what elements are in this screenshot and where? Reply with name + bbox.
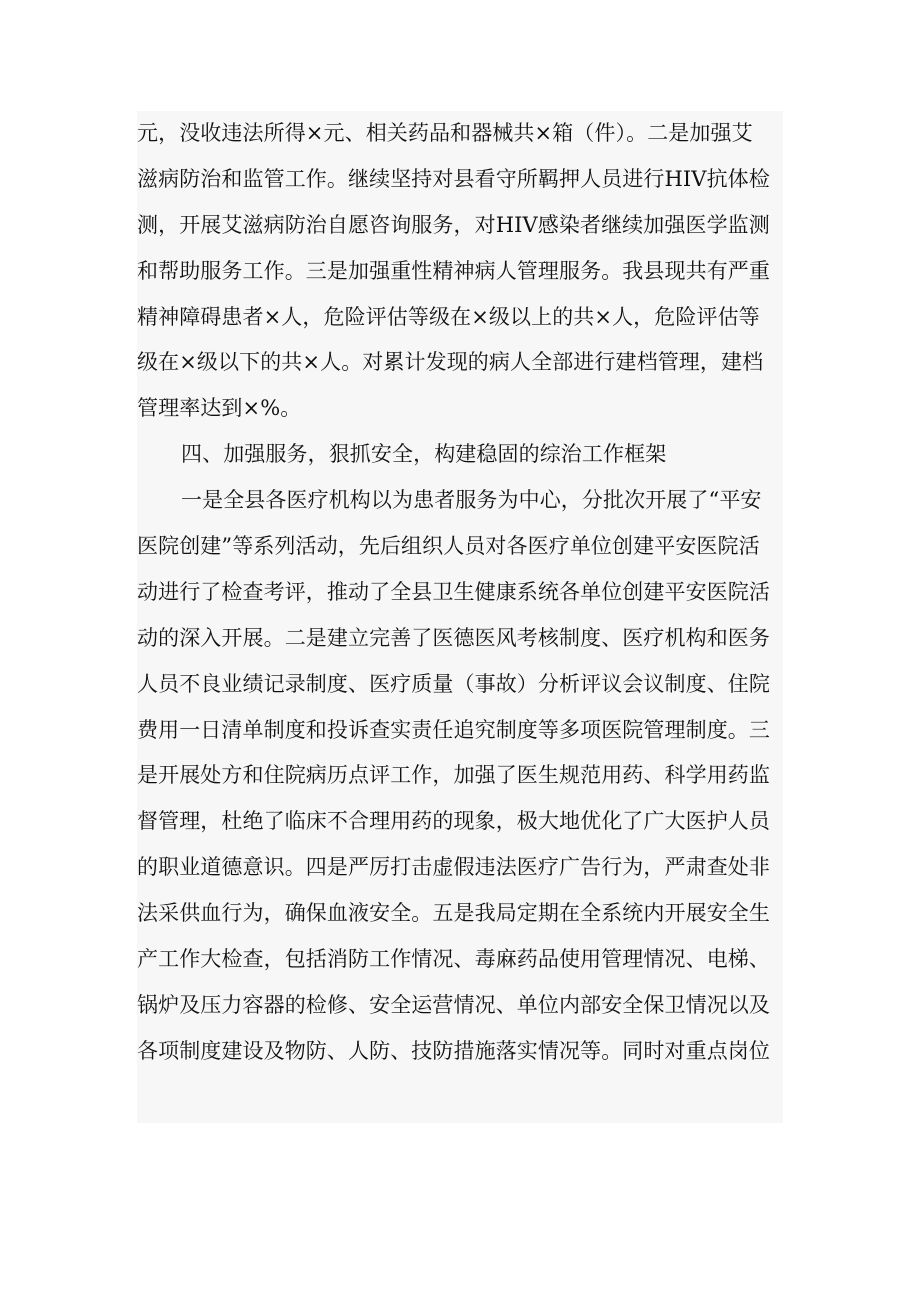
section-heading: 四、加强服务，狠抓安全，构建稳固的综治工作框架 xyxy=(181,442,667,467)
paragraph-line: 和帮助服务工作。三是加强重性精神病人管理服务。我县现共有严重 xyxy=(137,258,770,283)
paragraph-line: 督管理，杜绝了临床不合理用药的现象，极大地优化了广大医护人员 xyxy=(137,809,770,834)
paragraph-line: 各项制度建设及物防、人防、技防措施落实情况等。同时对重点岗位 xyxy=(137,1038,770,1063)
paragraph-line: 是开展处方和住院病历点评工作，加强了医生规范用药、科学用药监 xyxy=(137,763,770,788)
paragraph-line: 医院创建”等系列活动，先后组织人员对各医疗单位创建平安医院活 xyxy=(137,534,760,559)
paragraph-line: 法采供血行为，确保血液安全。五是我局定期在全系统内开展安全生 xyxy=(137,901,770,926)
paragraph-line: 动进行了检查考评，推动了全县卫生健康系统各单位创建平安医院活 xyxy=(137,579,770,604)
paragraph-line: 费用一日清单制度和投诉查实责任追究制度等多项医院管理制度。三 xyxy=(137,717,770,742)
paragraph-line: 动的深入开展。二是建立完善了医德医风考核制度、医疗机构和医务 xyxy=(137,625,770,650)
paragraph-line: 管理率达到×%。 xyxy=(137,396,302,421)
paragraph-line: 的职业道德意识。四是严厉打击虚假违法医疗广告行为，严肃查处非 xyxy=(137,855,770,880)
paragraph-line: 测，开展艾滋病防治自愿咨询服务，对HIV感染者继续加强医学监测 xyxy=(137,212,770,237)
paragraph-line: 锅炉及压力容器的检修、安全运营情况、单位内部安全保卫情况以及 xyxy=(137,992,770,1017)
paragraph-line: 级在×级以下的共×人。对累计发现的病人全部进行建档管理，建档 xyxy=(137,350,764,375)
paragraph-line: 产工作大检查，包括消防工作情况、毒麻药品使用管理情况、电梯、 xyxy=(137,947,770,972)
paragraph-line: 滋病防治和监管工作。继续坚持对县看守所羁押人员进行HIV抗体检 xyxy=(137,166,770,191)
document-text-block xyxy=(137,111,783,1123)
paragraph-line: 精神障碍患者×人，危险评估等级在×级以上的共×人，危险评估等 xyxy=(137,304,760,329)
paragraph-line: 人员不良业绩记录制度、医疗质量（事故）分析评议会议制度、住院 xyxy=(137,671,770,696)
paragraph-line: 元，没收违法所得×元、相关药品和器械共×箱（件）。二是加强艾 xyxy=(137,121,753,145)
paragraph-line: 一是全县各医疗机构以为患者服务为中心，分批次开展了“平安 xyxy=(181,488,762,513)
